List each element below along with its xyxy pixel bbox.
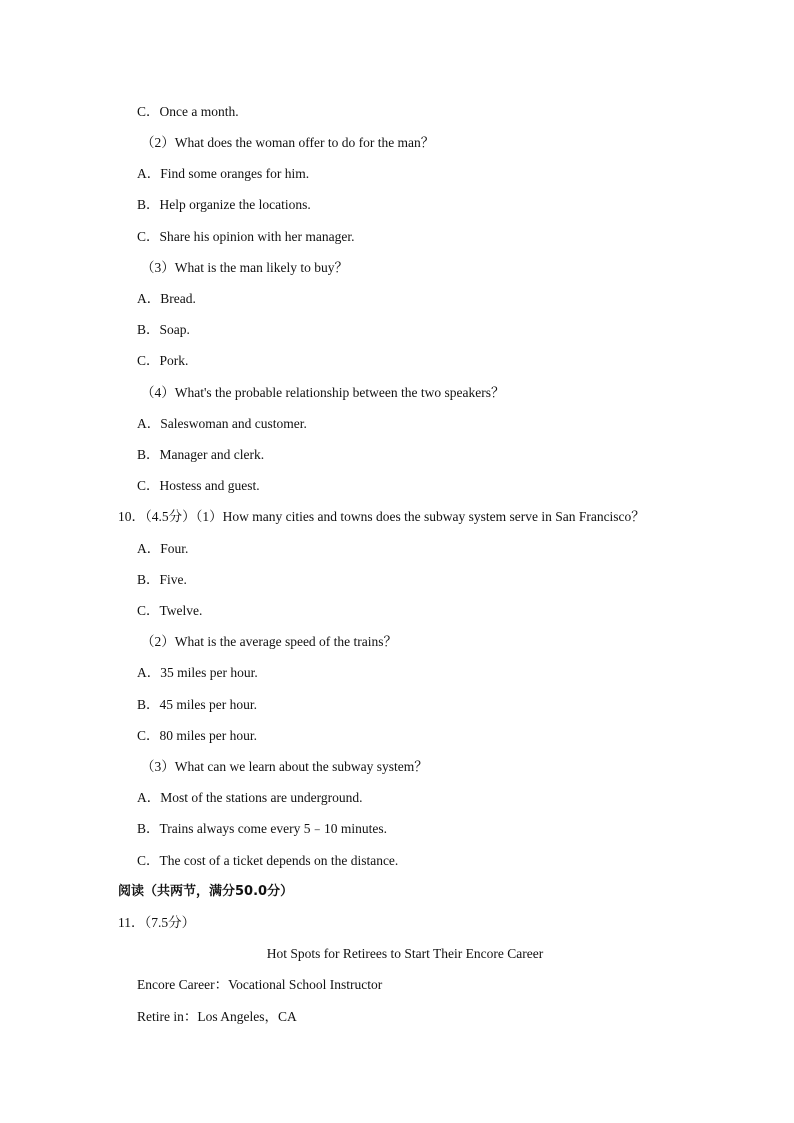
option-b: B．Soap. xyxy=(137,322,190,337)
option-b: B．Manager and clerk. xyxy=(137,447,265,462)
option-b: B．Trains always come every 5﹣10 minutes. xyxy=(137,821,387,836)
passage-encore-career: Encore Career：Vocational School Instructor xyxy=(137,977,383,992)
option-b: B．Five. xyxy=(137,572,187,587)
option-c: C．Share his opinion with her manager. xyxy=(137,229,355,244)
passage-title: Hot Spots for Retirees to Start Their Encore Career xyxy=(266,946,544,961)
option-a: A．Find some oranges for him. xyxy=(137,166,310,181)
option-c: C．Hostess and guest. xyxy=(137,478,260,493)
option-b: B．Help organize the locations. xyxy=(137,197,311,212)
question-10-1: 10．（4.5分）（1）How many cities and towns does the subway system serve in San Francisco？ xyxy=(118,509,645,524)
passage-retire-in: Retire in：Los Angeles，CA xyxy=(137,1009,297,1024)
option-a: A．35 miles per hour. xyxy=(137,665,258,680)
option-a: A．Four. xyxy=(137,541,189,556)
question-10-3: （3）What can we learn about the subway system？ xyxy=(141,759,428,774)
question-9-4: （4）What's the probable relationship between the two speakers？ xyxy=(141,385,505,400)
option-c: C．The cost of a ticket depends on the distance. xyxy=(137,853,399,868)
option-c: C．Twelve. xyxy=(137,603,203,618)
question-11: 11．（7.5分） xyxy=(118,915,196,930)
option-c-once-a-month: C．Once a month. xyxy=(137,104,239,119)
question-9-2: （2）What does the woman offer to do for the man？ xyxy=(141,135,435,150)
option-c: C．80 miles per hour. xyxy=(137,728,257,743)
option-a: A．Bread. xyxy=(137,291,196,306)
option-b: B．45 miles per hour. xyxy=(137,697,257,712)
option-a: A．Saleswoman and customer. xyxy=(137,416,307,431)
option-a: A．Most of the stations are underground. xyxy=(137,790,363,805)
option-c: C．Pork. xyxy=(137,353,189,368)
section-heading-reading: 阅读（共两节，满分50.0分） xyxy=(118,884,294,899)
question-10-2: （2）What is the average speed of the trains？ xyxy=(141,634,398,649)
question-9-3: （3）What is the man likely to buy？ xyxy=(141,260,348,275)
